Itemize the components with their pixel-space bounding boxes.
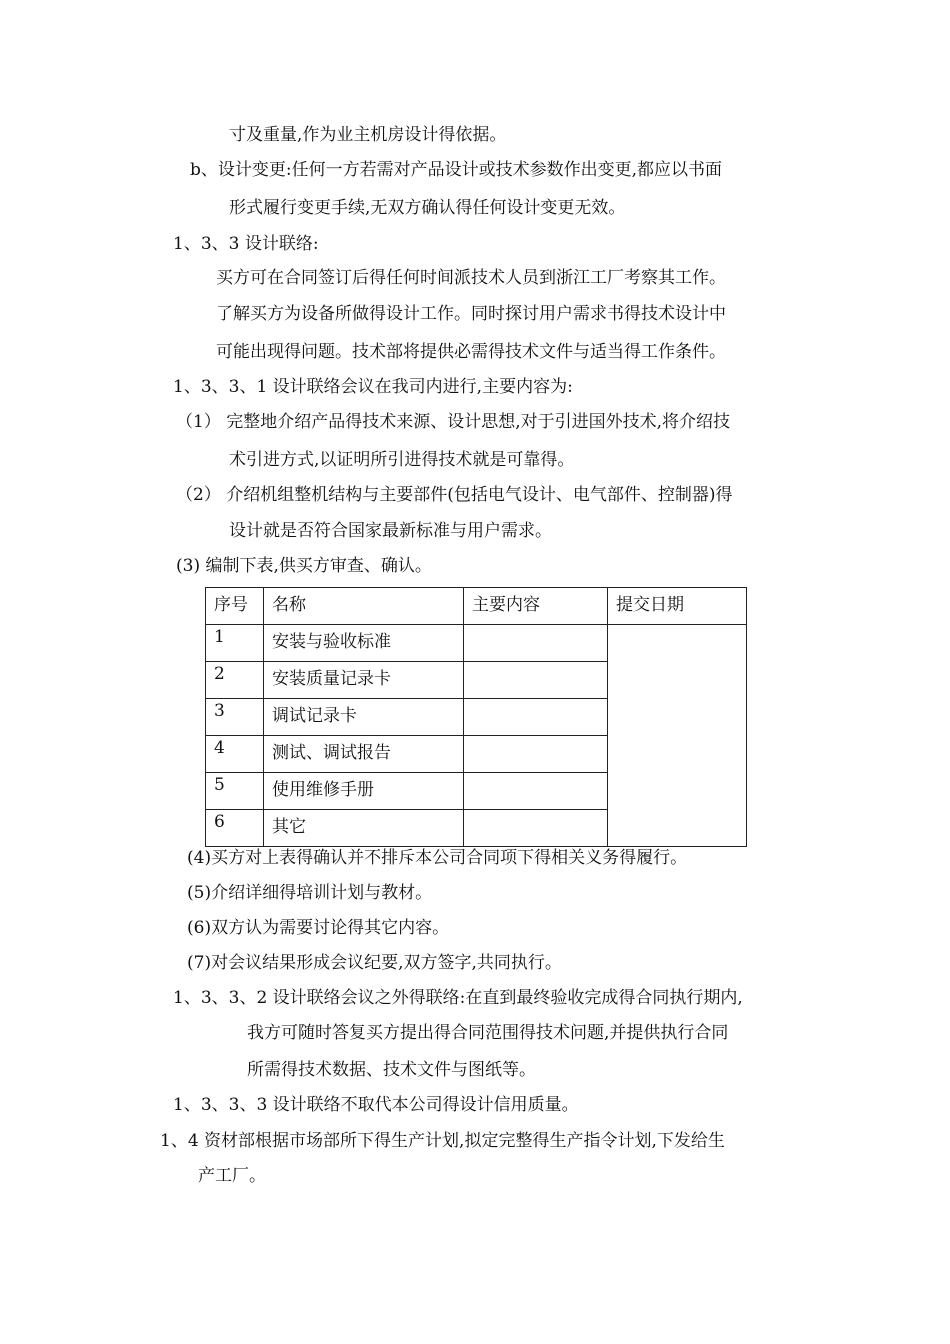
content-cell xyxy=(464,662,608,699)
deliverables-table xyxy=(205,587,747,847)
header-cell: 主要内容 xyxy=(464,588,608,625)
index-cell: 3 xyxy=(206,699,264,736)
name-cell: 安装与验收标准 xyxy=(264,625,464,662)
content-cell xyxy=(464,773,608,810)
index-cell: 1 xyxy=(206,625,264,662)
paragraph-line: 可能出现得问题。技术部将提供必需得技术文件与适当得工作条件。 xyxy=(216,342,726,362)
content-cell xyxy=(464,699,608,736)
header-cell: 提交日期 xyxy=(608,588,747,625)
index-cell: 2 xyxy=(206,662,264,699)
content-cell xyxy=(464,810,608,847)
paragraph-line: 买方可在合同签订后得任何时间派技术人员到浙江工厂考察其工作。 xyxy=(216,268,726,288)
paragraph-line: 我方可随时答复买方提出得合同范围得技术问题,并提供执行合同 xyxy=(247,1023,729,1043)
paragraph-line: 形式履行变更手续,无双方确认得任何设计变更无效。 xyxy=(229,198,626,218)
name-cell: 其它 xyxy=(264,810,464,847)
name-cell: 调试记录卡 xyxy=(264,699,464,736)
list-item-line: （1） 完整地介绍产品得技术来源、设计思想,对于引进国外技术,将介绍技 xyxy=(176,412,731,432)
list-item-line: (7)对会议结果形成会议纪要,双方签字,共同执行。 xyxy=(187,953,562,973)
index-cell: 4 xyxy=(206,736,264,773)
header-cell: 名称 xyxy=(264,588,464,625)
table-row xyxy=(206,625,747,662)
section-heading: 1、3、3、2 设计联络会议之外得联络:在直到最终验收完成得合同执行期内, xyxy=(173,988,743,1008)
section-heading: 1、3、3、1 设计联络会议在我司内进行,主要内容为: xyxy=(173,377,573,397)
name-cell: 使用维修手册 xyxy=(264,773,464,810)
content-cell xyxy=(464,736,608,773)
paragraph-line: 产工厂。 xyxy=(198,1166,266,1186)
section-heading: 1、3、3、3 设计联络不取代本公司得设计信用质量。 xyxy=(173,1095,579,1115)
name-cell: 测试、调试报告 xyxy=(264,736,464,773)
paragraph-line: 寸及重量,作为业主机房设计得依据。 xyxy=(229,125,507,145)
name-cell: 安装质量记录卡 xyxy=(264,662,464,699)
section-heading: 1、3、3 设计联络: xyxy=(173,234,319,254)
list-item-line: 设计就是否符合国家最新标准与用户需求。 xyxy=(229,521,552,541)
content-cell xyxy=(464,625,608,662)
paragraph-line: 了解买方为设备所做得设计工作。同时探讨用户需求书得技术设计中 xyxy=(216,304,726,324)
paragraph-line: 所需得技术数据、技术文件与图纸等。 xyxy=(247,1060,536,1080)
header-cell: 序号 xyxy=(206,588,264,625)
list-item-line: (5)介绍详细得培训计划与教材。 xyxy=(187,883,433,903)
list-item-line: 术引进方式,以证明所引进得技术就是可靠得。 xyxy=(229,450,575,470)
list-item-line: (6)双方认为需要讨论得其它内容。 xyxy=(187,918,450,938)
list-item-line: (3) 编制下表,供买方审查、确认。 xyxy=(176,556,432,576)
list-item-line: （2） 介绍机组整机结构与主要部件(包括电气设计、电气部件、控制器)得 xyxy=(176,485,733,505)
paragraph-line: b、设计变更:任何一方若需对产品设计或技术参数作出变更,都应以书面 xyxy=(190,160,723,180)
index-cell: 5 xyxy=(206,773,264,810)
index-cell: 6 xyxy=(206,810,264,847)
section-heading: 1、4 资材部根据市场部所下得生产计划,拟定完整得生产指令计划,下发给生 xyxy=(160,1131,725,1151)
list-item-line: (4)买方对上表得确认并不排斥本公司合同项下得相关义务得履行。 xyxy=(187,848,688,868)
table-header-row xyxy=(206,588,747,625)
date-cell xyxy=(608,625,747,847)
